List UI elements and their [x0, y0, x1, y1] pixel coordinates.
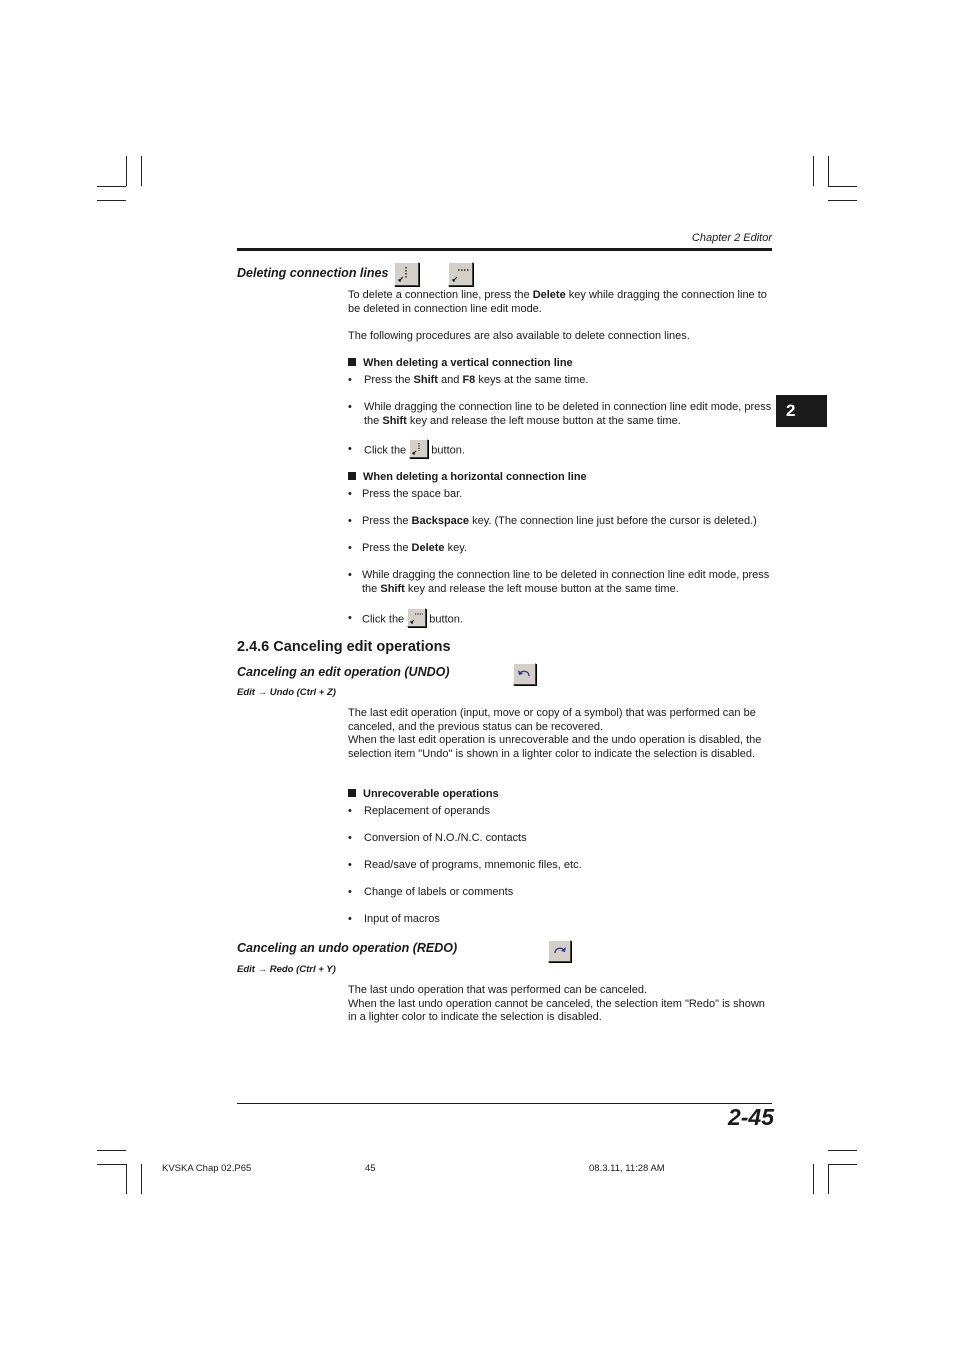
crop-mark: [828, 1150, 857, 1151]
crop-mark: [828, 186, 857, 187]
chapter-tab: 2: [776, 395, 827, 427]
crop-mark: [828, 156, 829, 186]
horizontal-heading: When deleting a horizontal connection line: [348, 471, 587, 483]
undo-heading: Canceling an edit operation (UNDO): [237, 665, 450, 679]
crop-mark: [141, 156, 142, 186]
crop-mark: [141, 1164, 142, 1194]
square-bullet: [348, 472, 356, 480]
undo-icon: [513, 663, 536, 685]
redo-menu-path: Edit → Redo (Ctrl + Y): [237, 964, 336, 975]
list-item: • Press the Backspace key. (The connection line just before the cursor is deleted.): [348, 515, 757, 527]
square-bullet: [348, 358, 356, 366]
deleting-intro: To delete a connection line, press the Delete key while dragging the connection line to be deleted in connection line edit mode.: [348, 289, 767, 315]
vertical-line-delete-icon: [394, 262, 419, 286]
list-item: • Input of macros: [348, 913, 440, 925]
horizontal-line-delete-icon: [448, 262, 473, 286]
list-item: • While dragging the connection line to be deleted in connection line edit mode, press the Shift key and release the left mouse button at the same time.: [348, 401, 772, 427]
crop-mark: [813, 156, 814, 186]
chapter-header: Chapter 2 Editor: [691, 232, 772, 244]
redo-icon: [548, 940, 571, 962]
crop-mark: [97, 186, 126, 187]
crop-mark: [126, 1164, 127, 1194]
crop-mark: [126, 156, 127, 186]
unrecoverable-heading: Unrecoverable operations: [348, 788, 499, 800]
page-number: 2-45: [727, 1104, 774, 1130]
list-item: • Click the button.: [348, 443, 778, 458]
list-item: • Conversion of N.O./N.C. contacts: [348, 832, 527, 844]
crop-mark: [813, 1164, 814, 1194]
crop-mark: [828, 1164, 857, 1165]
square-bullet: [348, 789, 356, 797]
list-item: • Read/save of programs, mnemonic files, etc.: [348, 859, 582, 871]
list-item: • Click the button.: [348, 612, 778, 627]
list-item: • Press the Shift and F8 keys at the same time.: [348, 374, 589, 386]
list-item: • While dragging the connection line to be deleted in connection line edit mode, press the Shift key and release the left mouse button at the same time.: [348, 569, 770, 595]
footer-date: 08.3.11, 11:28 AM: [589, 1163, 665, 1174]
list-item: • Press the space bar.: [348, 488, 463, 500]
crop-mark: [97, 1164, 126, 1165]
footer-rule: [237, 1103, 772, 1104]
list-item: • Replacement of operands: [348, 805, 490, 817]
deleting-heading: Deleting connection lines: [237, 266, 389, 280]
crop-mark: [97, 200, 126, 201]
section-title: 2.4.6 Canceling edit operations: [237, 639, 451, 655]
vertical-line-delete-icon: [409, 439, 428, 458]
undo-menu-path: Edit → Undo (Ctrl + Z): [237, 687, 336, 698]
list-item: • Press the Delete key.: [348, 542, 467, 554]
horizontal-line-delete-icon: [407, 608, 426, 627]
redo-heading: Canceling an undo operation (REDO): [237, 941, 458, 955]
footer-file: KVSKA Chap 02.P65: [162, 1163, 252, 1174]
list-item: • Change of labels or comments: [348, 886, 514, 898]
redo-paragraph: The last undo operation that was performed can be canceled. When the last undo operation cannot be canceled, the selection item "Redo" is shown in a lighter color to indicate the selection is disabled.: [348, 984, 765, 1024]
footer-page: 45: [365, 1163, 376, 1174]
undo-paragraph: The last edit operation (input, move or copy of a symbol) that was performed can be canceled, and the previous status can be recovered. When the last edit operation is unrecoverable and the undo operation is disabled, the selection item "Undo" is shown in a lighter color to indicate the selection is disabled.: [348, 707, 762, 760]
vertical-heading: When deleting a vertical connection line: [348, 357, 573, 369]
header-rule: [237, 248, 772, 251]
crop-mark: [97, 1150, 126, 1151]
crop-mark: [828, 1164, 829, 1194]
crop-mark: [828, 200, 857, 201]
deleting-also: The following procedures are also available to delete connection lines.: [348, 330, 690, 342]
